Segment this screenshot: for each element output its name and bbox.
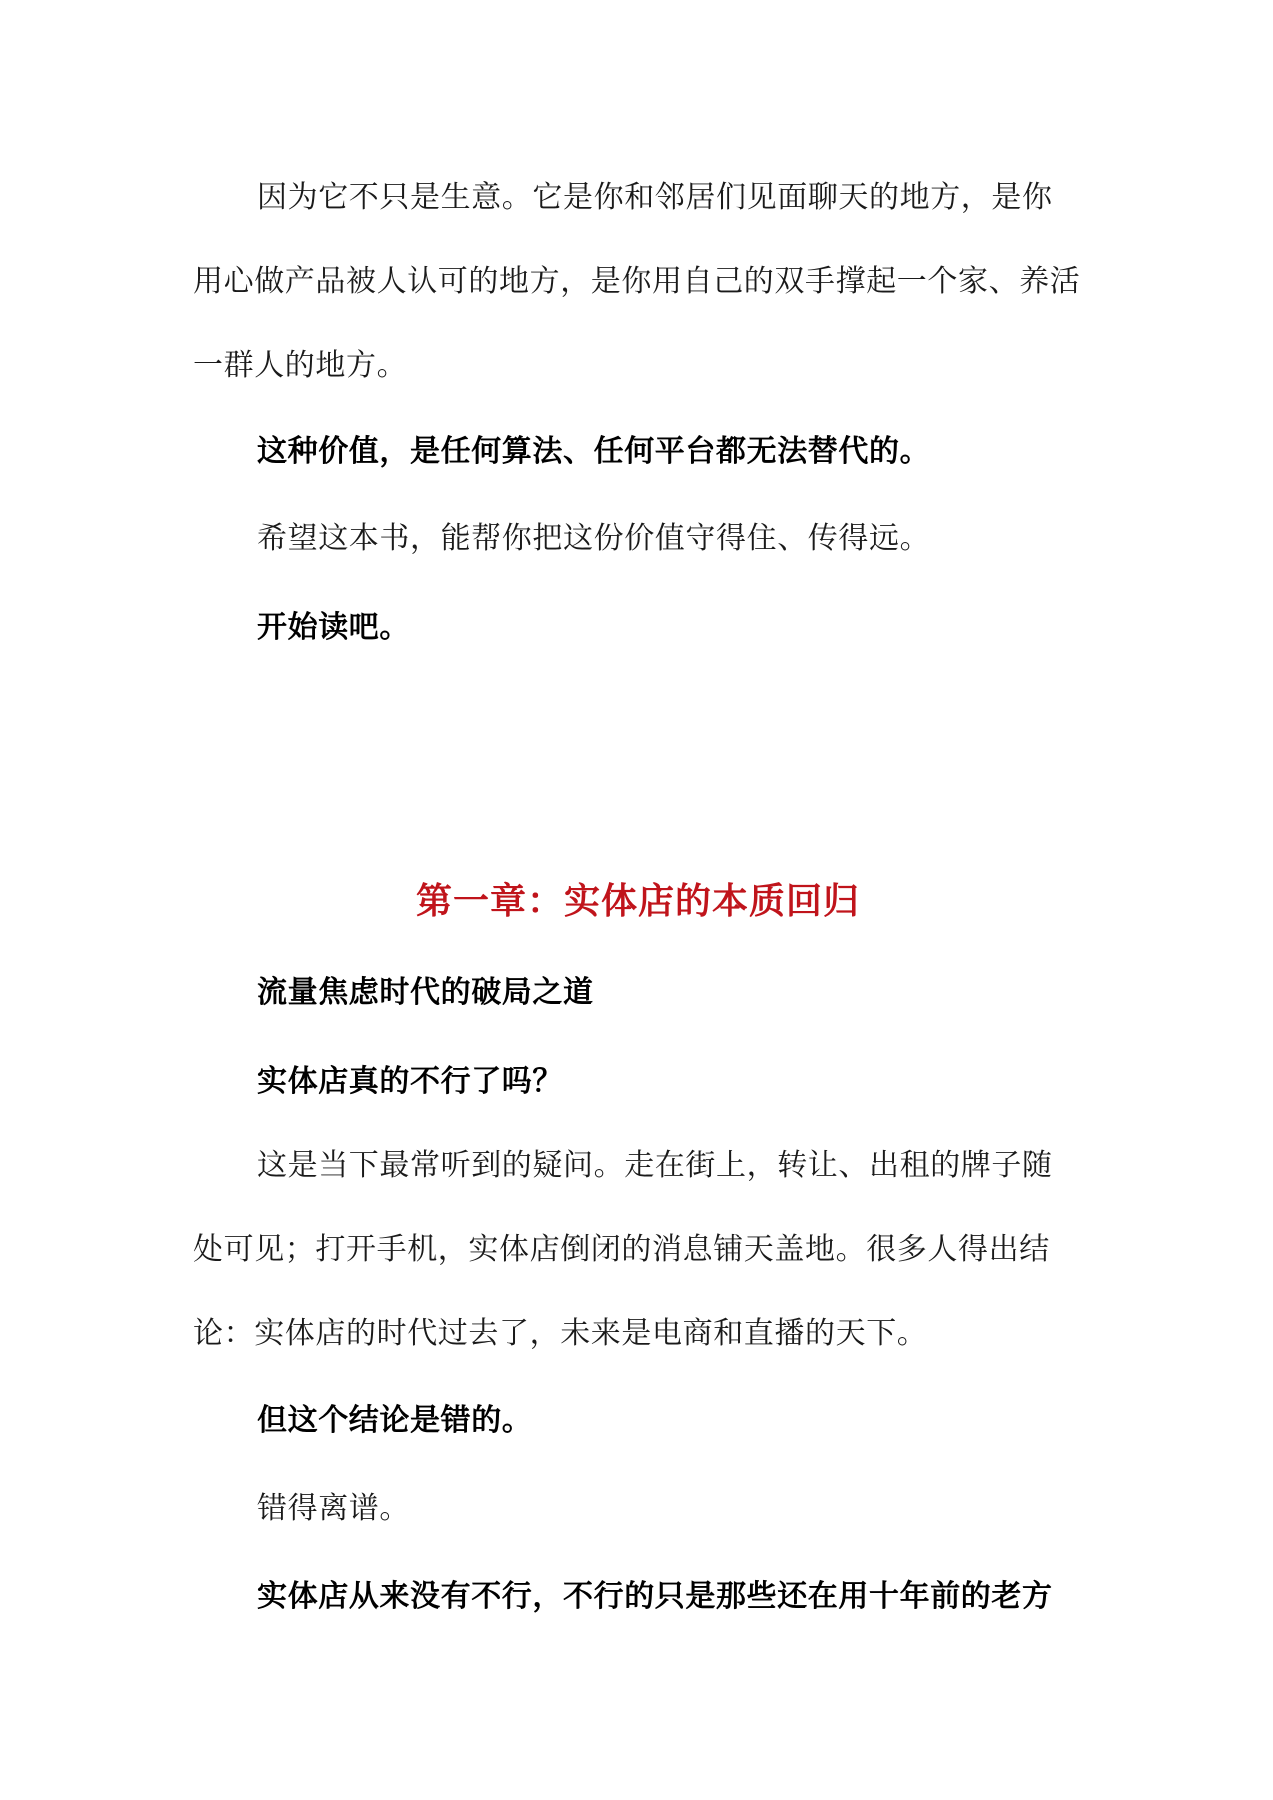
intro-paragraph-bold-value: 这种价值，是任何算法、任何平台都无法替代的。	[257, 434, 931, 469]
intro-paragraph-1: 因为它不只是生意。它是你和邻居们见面聊天的地方，是你用心做产品被人认可的地方，是你用自己的双手撑起一个家、养活一群人的地方。	[193, 180, 1081, 383]
chapter-subtitle: 流量焦虑时代的破局之道	[257, 975, 594, 1010]
chapter-paragraph-wrong: 但这个结论是错的。	[257, 1403, 533, 1438]
section-heading: 实体店真的不行了吗？	[257, 1064, 563, 1099]
chapter-title: 第一章：实体店的本质回归	[415, 880, 860, 922]
chapter-paragraph-way-wrong: 错得离谱。	[257, 1491, 410, 1526]
chapter-paragraph-never-failed: 实体店从来没有不行，不行的只是那些还在用十年前的老方	[257, 1579, 1053, 1614]
intro-paragraph-start-reading: 开始读吧。	[257, 610, 410, 645]
chapter-paragraph-1: 这是当下最常听到的疑问。走在街上，转让、出租的牌子随处可见；打开手机，实体店倒闭的消息铺天盖地。很多人得出结论：实体店的时代过去了，未来是电商和直播的天下。	[193, 1148, 1053, 1351]
intro-paragraph-hope: 希望这本书，能帮你把这份价值守得住、传得远。	[257, 521, 931, 556]
